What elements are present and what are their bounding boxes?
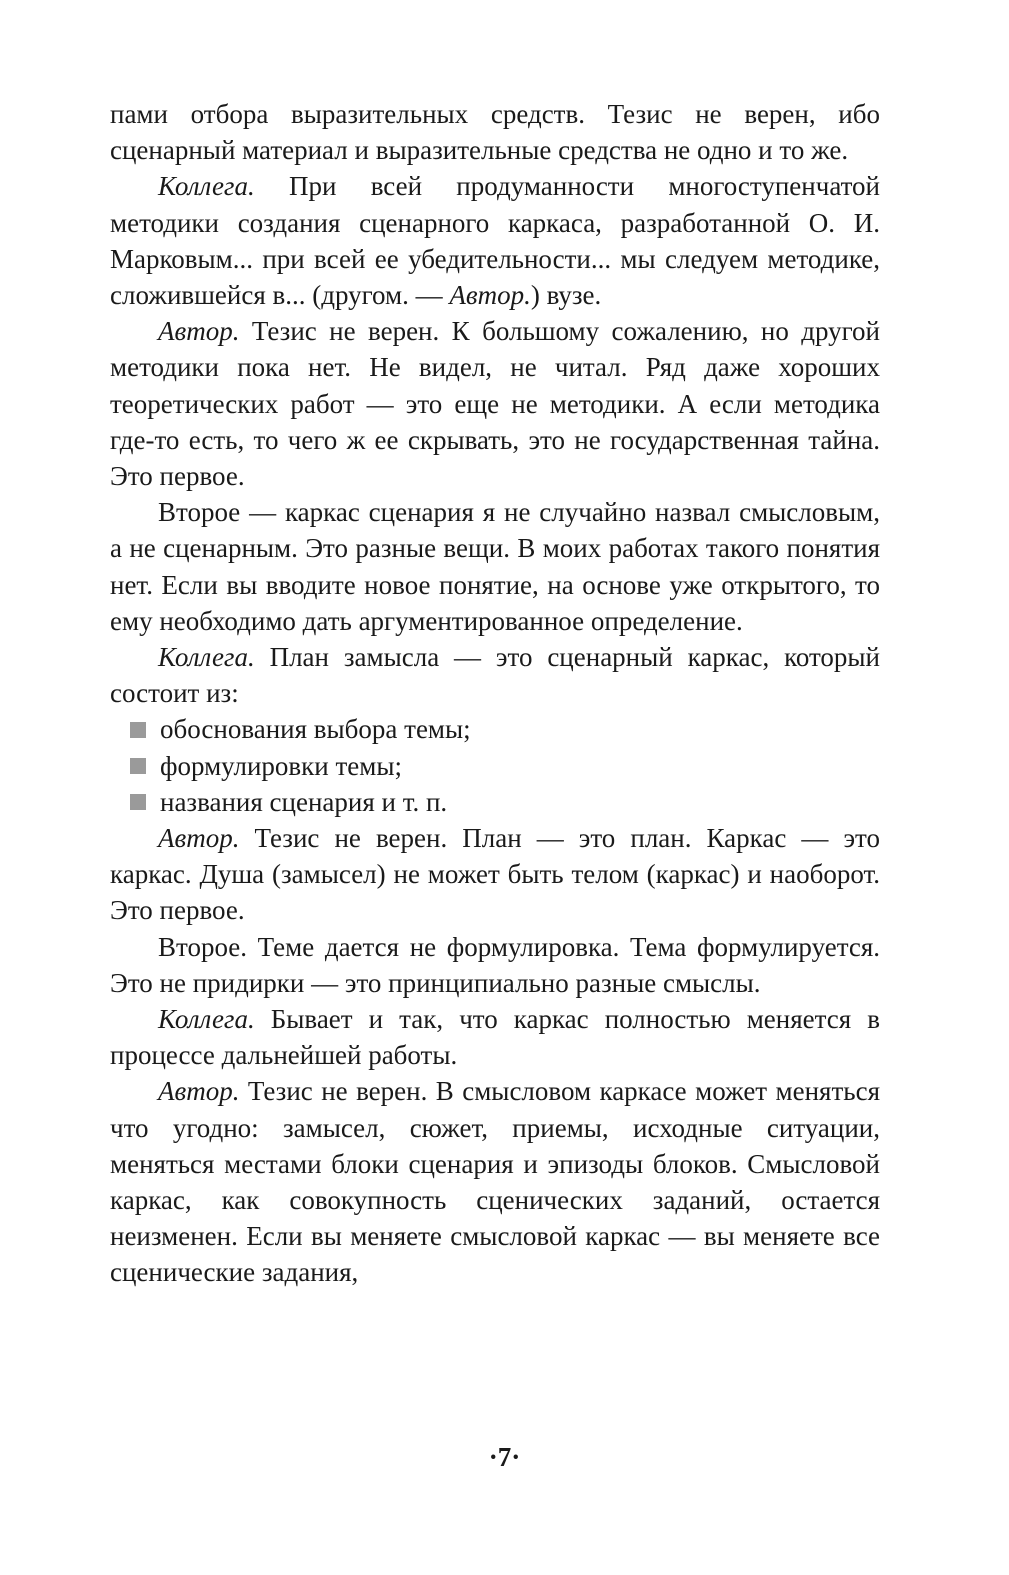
page-number: ·7· (488, 1442, 521, 1472)
paragraph-7 (110, 929, 880, 1001)
paragraph-5 (110, 639, 880, 711)
paragraph-text: Тезис не верен. План — это план. Каркас — это каркас. Душа (замысел) не может быть телом (каркас) и наоборот. Это первое. (110, 823, 880, 926)
paragraph-8 (110, 1001, 880, 1073)
bullet-list (110, 711, 880, 820)
paragraph-9 (110, 1073, 880, 1290)
speaker-label: Коллега. (158, 642, 255, 673)
list-item-text: обоснования выбора темы; (160, 714, 471, 745)
list-item (110, 711, 880, 747)
paragraph-text: Второе. Теме дается не формулировка. Тема формулируется. Это не придирки — это принципиально разные смыслы. (110, 931, 880, 998)
speaker-label: Коллега. (158, 1004, 255, 1035)
square-bullet-icon (130, 794, 146, 810)
inline-italic-author: Автор. (449, 280, 531, 311)
paragraph-text: Бывает и так, что каркас полностью меняется в процессе дальнейшей работы. (110, 1004, 880, 1071)
list-item (110, 748, 880, 784)
list-item-text: названия сценария и т. п. (160, 786, 448, 817)
speaker-label: Автор. (158, 1076, 240, 1107)
speaker-label: Автор. (158, 823, 240, 854)
paragraph-6 (110, 820, 880, 929)
speaker-label: Автор. (158, 316, 240, 347)
paragraph-text: Второе — каркас сценария я не случайно назвал смысловым, а не сценарным. Это разные вещи. В моих работах такого понятия нет. Если вы вводите новое понятие, на основе уже открытого, то ему необходимо дать аргументированное определение. (110, 497, 880, 636)
paragraph-3 (110, 313, 880, 494)
square-bullet-icon (130, 722, 146, 738)
paragraph-text: пами отбора выразительных средств. Тезис не верен, ибо сценарный материал и выразительные средства не одно и то же. (110, 99, 880, 166)
paragraph-text-after: ) вузе. (530, 280, 602, 311)
paragraph-4 (110, 494, 880, 639)
paragraph-text: Тезис не верен. В смысловом каркасе может меняться что угодно: замысел, сюжет, приемы, исходные ситуации, меняться местами блоки сценария и эпизоды блоков. Смысловой каркас, как совокупность сценических заданий, остается неизменен. Если вы меняете смысловой каркас — вы меняете все сценические задания, (110, 1076, 880, 1288)
paragraph-1 (110, 96, 880, 168)
square-bullet-icon (130, 758, 146, 774)
speaker-label: Коллега. (158, 171, 255, 202)
paragraph-text: План замысла — это сценарный каркас, который состоит из: (110, 642, 880, 709)
list-item-text: формулировки темы; (160, 750, 402, 781)
page-content (110, 96, 880, 1291)
list-item (110, 784, 880, 820)
paragraph-text: Тезис не верен. К большому сожалению, но другой методики пока нет. Не видел, не читал. Ряд даже хороших теоретических работ — это еще не методики. А если методика где-то есть, то чего ж ее скрывать, это не государственная тайна. Это первое. (110, 316, 880, 492)
paragraph-2 (110, 168, 880, 313)
paragraph-text: При всей продуманности многоступенчатой методики создания сценарного каркаса, разработанной О. И. Марковым... при всей ее убедительности... мы следуем методике, сложившейся в... (другом. — (110, 171, 880, 311)
